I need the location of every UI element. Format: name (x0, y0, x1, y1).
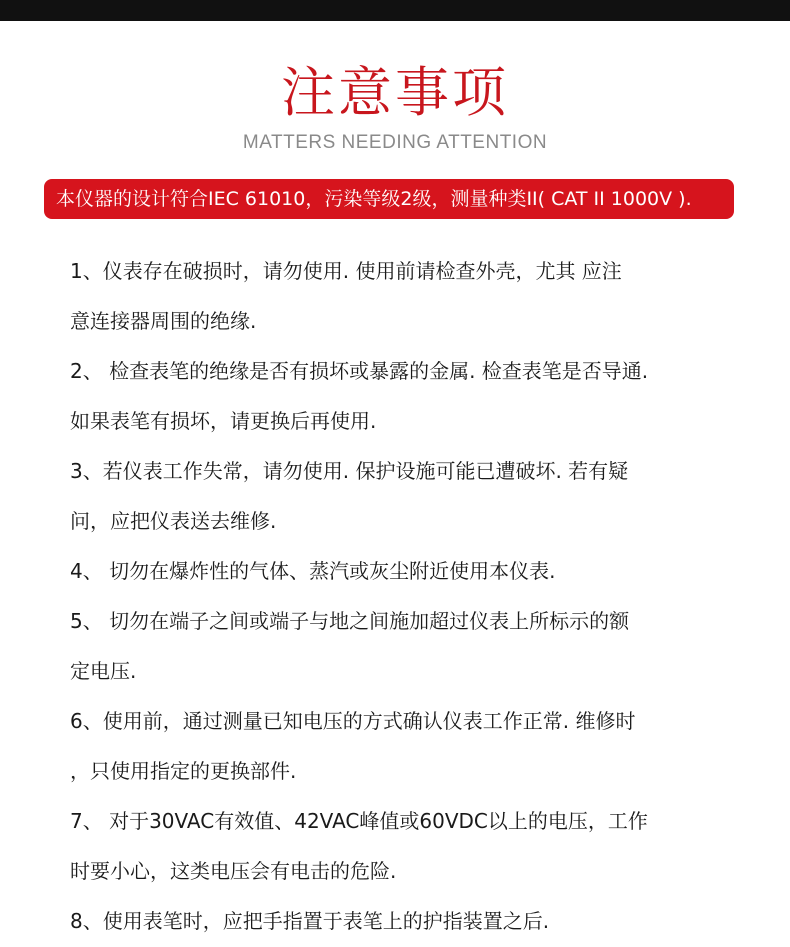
note-line: 3、若仪表工作失常，请勿使用. 保护设施可能已遭破坏. 若有疑 (70, 459, 629, 483)
note-line: 1、仪表存在破损时，请勿使用. 使用前请检查外壳，尤其 应注 (70, 259, 622, 283)
compliance-banner (44, 179, 734, 219)
note-line: 时要小心，这类电压会有电击的危险. (70, 859, 397, 883)
note-line: 问，应把仪表送去维修. (70, 509, 277, 533)
note-line: 意连接器周围的绝缘. (70, 309, 257, 333)
note-line: ，只使用指定的更换部件. (70, 759, 297, 783)
note-line: 7、 对于30VAC有效值、42VAC峰值或60VDC以上的电压，工作 (70, 809, 648, 833)
notes-list (70, 246, 740, 946)
note-line: 定电压. (70, 659, 137, 683)
note-line: 2、 检查表笔的绝缘是否有损坏或暴露的金属. 检查表笔是否导通. (70, 359, 649, 383)
page-title: 注意事项 (281, 61, 509, 124)
note-line: 5、 切勿在端子之间或端子与地之间施加超过仪表上所标示的额 (70, 609, 630, 633)
note-line: 6、使用前，通过测量已知电压的方式确认仪表工作正常. 维修时 (70, 709, 636, 733)
note-line: 4、 切勿在爆炸性的气体、蒸汽或灰尘附近使用本仪表. (70, 559, 556, 583)
note-line: 8、使用表笔时，应把手指置于表笔上的护指装置之后. (70, 909, 550, 933)
compliance-banner-text: 本仪器的设计符合IEC 61010，污染等级2级，测量种类II( CAT II 1000V ). (56, 188, 692, 210)
page-subtitle: MATTERS NEEDING ATTENTION (242, 132, 548, 153)
note-line: 如果表笔有损坏，请更换后再使用. (70, 409, 377, 433)
top-bar (0, 0, 790, 21)
